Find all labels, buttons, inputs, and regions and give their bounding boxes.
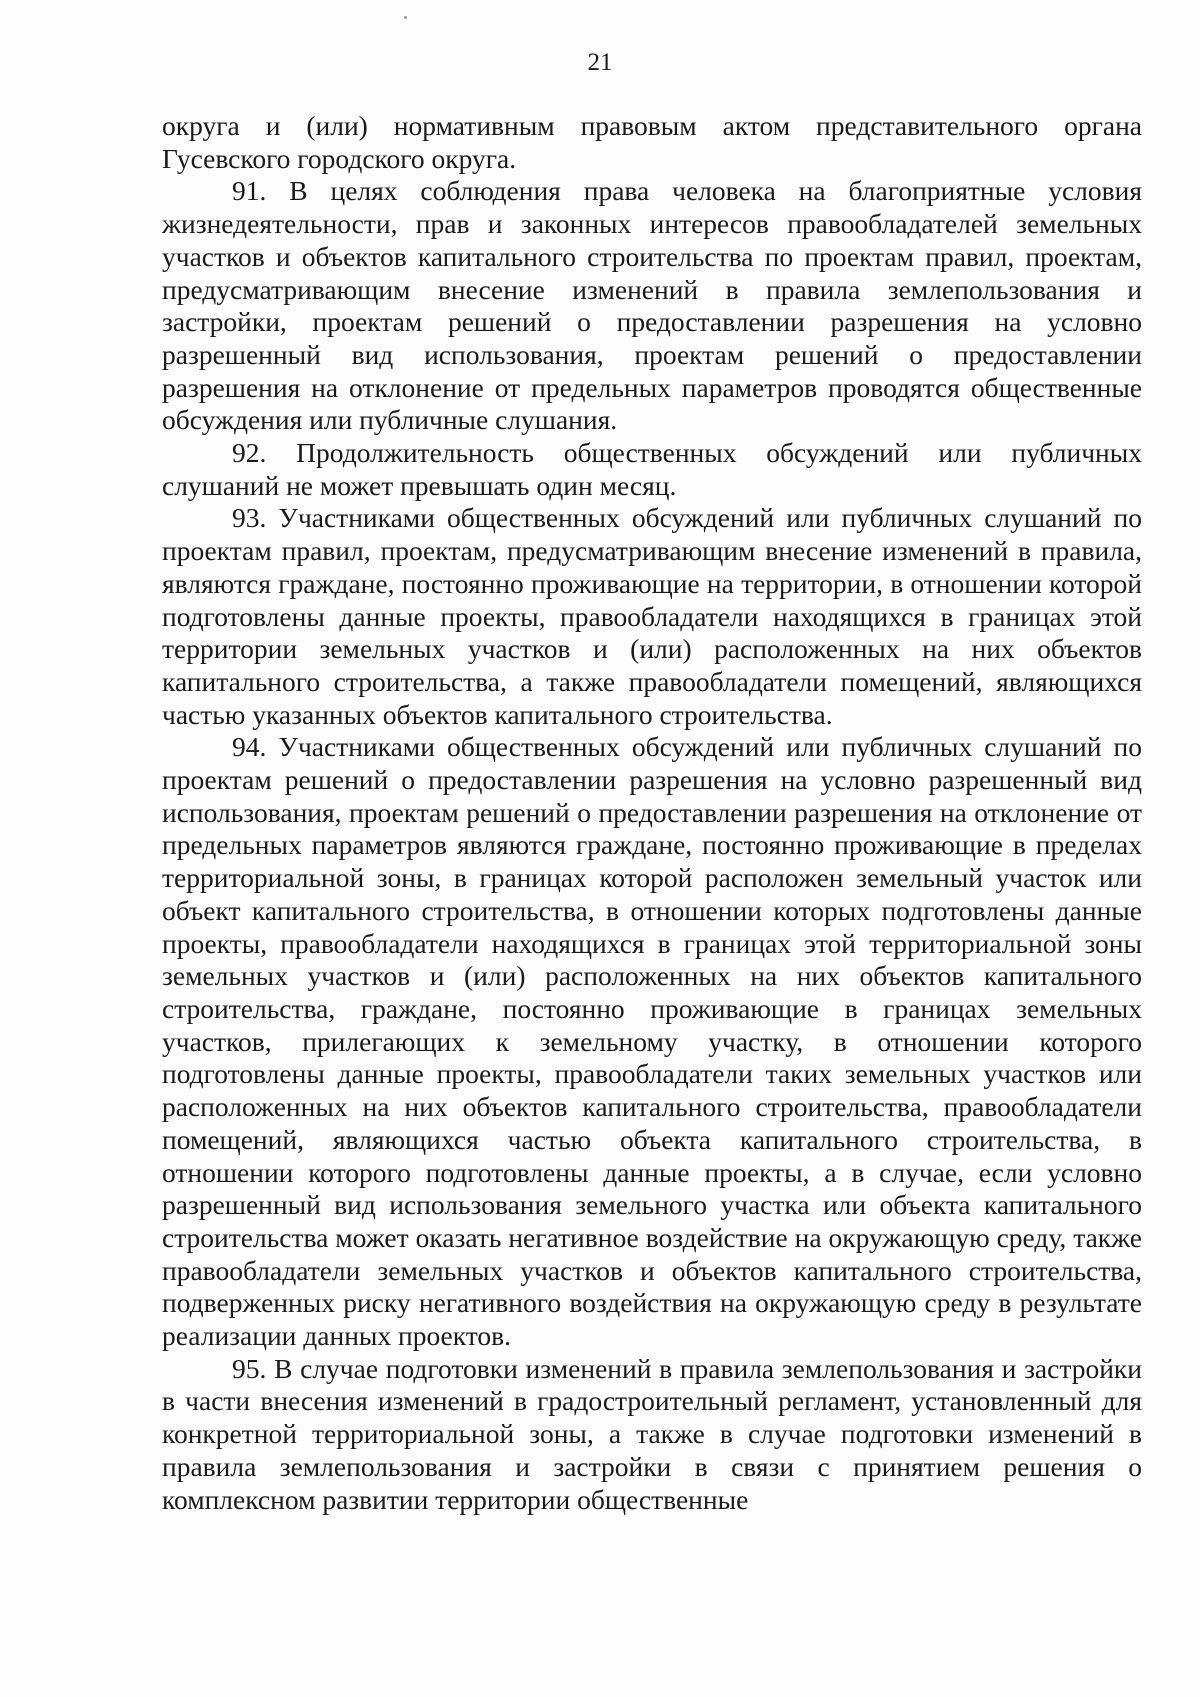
paragraph-94: 94. Участниками общественных обсуждений или публичных слушаний по проектам решений о предоставлении разрешения на условно разрешенный вид использования, проектам решений о предоставлении разрешения на отклонение от предельных параметров являются граждане, постоянно проживающие в пределах территориальной зоны, в границах которой расположен земельный участок или объект капитального строительства, в отношении которых подготовлены данные проекты, правообладатели находящихся в границах этой территориальной зоны земельных участков и (или) расположенных на них объектов капитального строительства, граждане, постоянно проживающие в границах земельных участков, прилегающих к земельному участку, в отношении которого подготовлены данные проекты, правообладатели таких земельных участков или расположенных на них объектов капитального строительства, правообладатели помещений, являющихся частью объекта капитального строительства, в отношении которого подготовлены данные проекты, а в случае, если условно разрешенный вид использования земельного участка или объекта капитального строительства может оказать негативное воздействие на окружающую среду, также правообладатели земельных участков и объектов капитального строительства, подверженных риску негативного воздействия на окружающую среду в результате реализации данных проектов. [162,731,1142,1352]
paragraph-92: 92. Продолжительность общественных обсуждений или публичных слушаний не может превышать один месяц. [162,437,1142,501]
document-body [162,110,1142,1516]
paragraph-93: 93. Участниками общественных обсуждений или публичных слушаний по проектам правил, проектам, предусматривающим внесение изменений в правила, являются граждане, постоянно проживающие на территории, в отношении которой подготовлены данные проекты, правообладатели находящихся в границах этой территории земельных участков и (или) расположенных на них объектов капитального строительства, а также правообладатели помещений, являющихся частью указанных объектов капитального строительства. [162,502,1142,730]
paragraph-91: 91. В целях соблюдения права человека на благоприятные условия жизнедеятельности, прав и законных интересов правообладателей земельных участков и объектов капитального строительства по проектам правил, проектам, предусматривающим внесение изменений в правила землепользования и застройки, проектам решений о предоставлении разрешения на условно разрешенный вид использования, проектам решений о предоставлении разрешения на отклонение от предельных параметров проводятся общественные обсуждения или публичные слушания. [162,175,1142,436]
page-number: 21 [587,49,613,76]
paragraph-95: 95. В случае подготовки изменений в правила землепользования и застройки в части внесения изменений в градостроительный регламент, установленный для конкретной территориальной зоны, а также в случае подготовки изменений в правила землепользования и застройки в связи с принятием решения о комплексном развитии территории общественные [162,1352,1142,1515]
paragraph-continuation: округа и (или) нормативным правовым актом представительного органа Гусевского городского округа. [162,110,1142,174]
scan-speck [404,16,407,19]
